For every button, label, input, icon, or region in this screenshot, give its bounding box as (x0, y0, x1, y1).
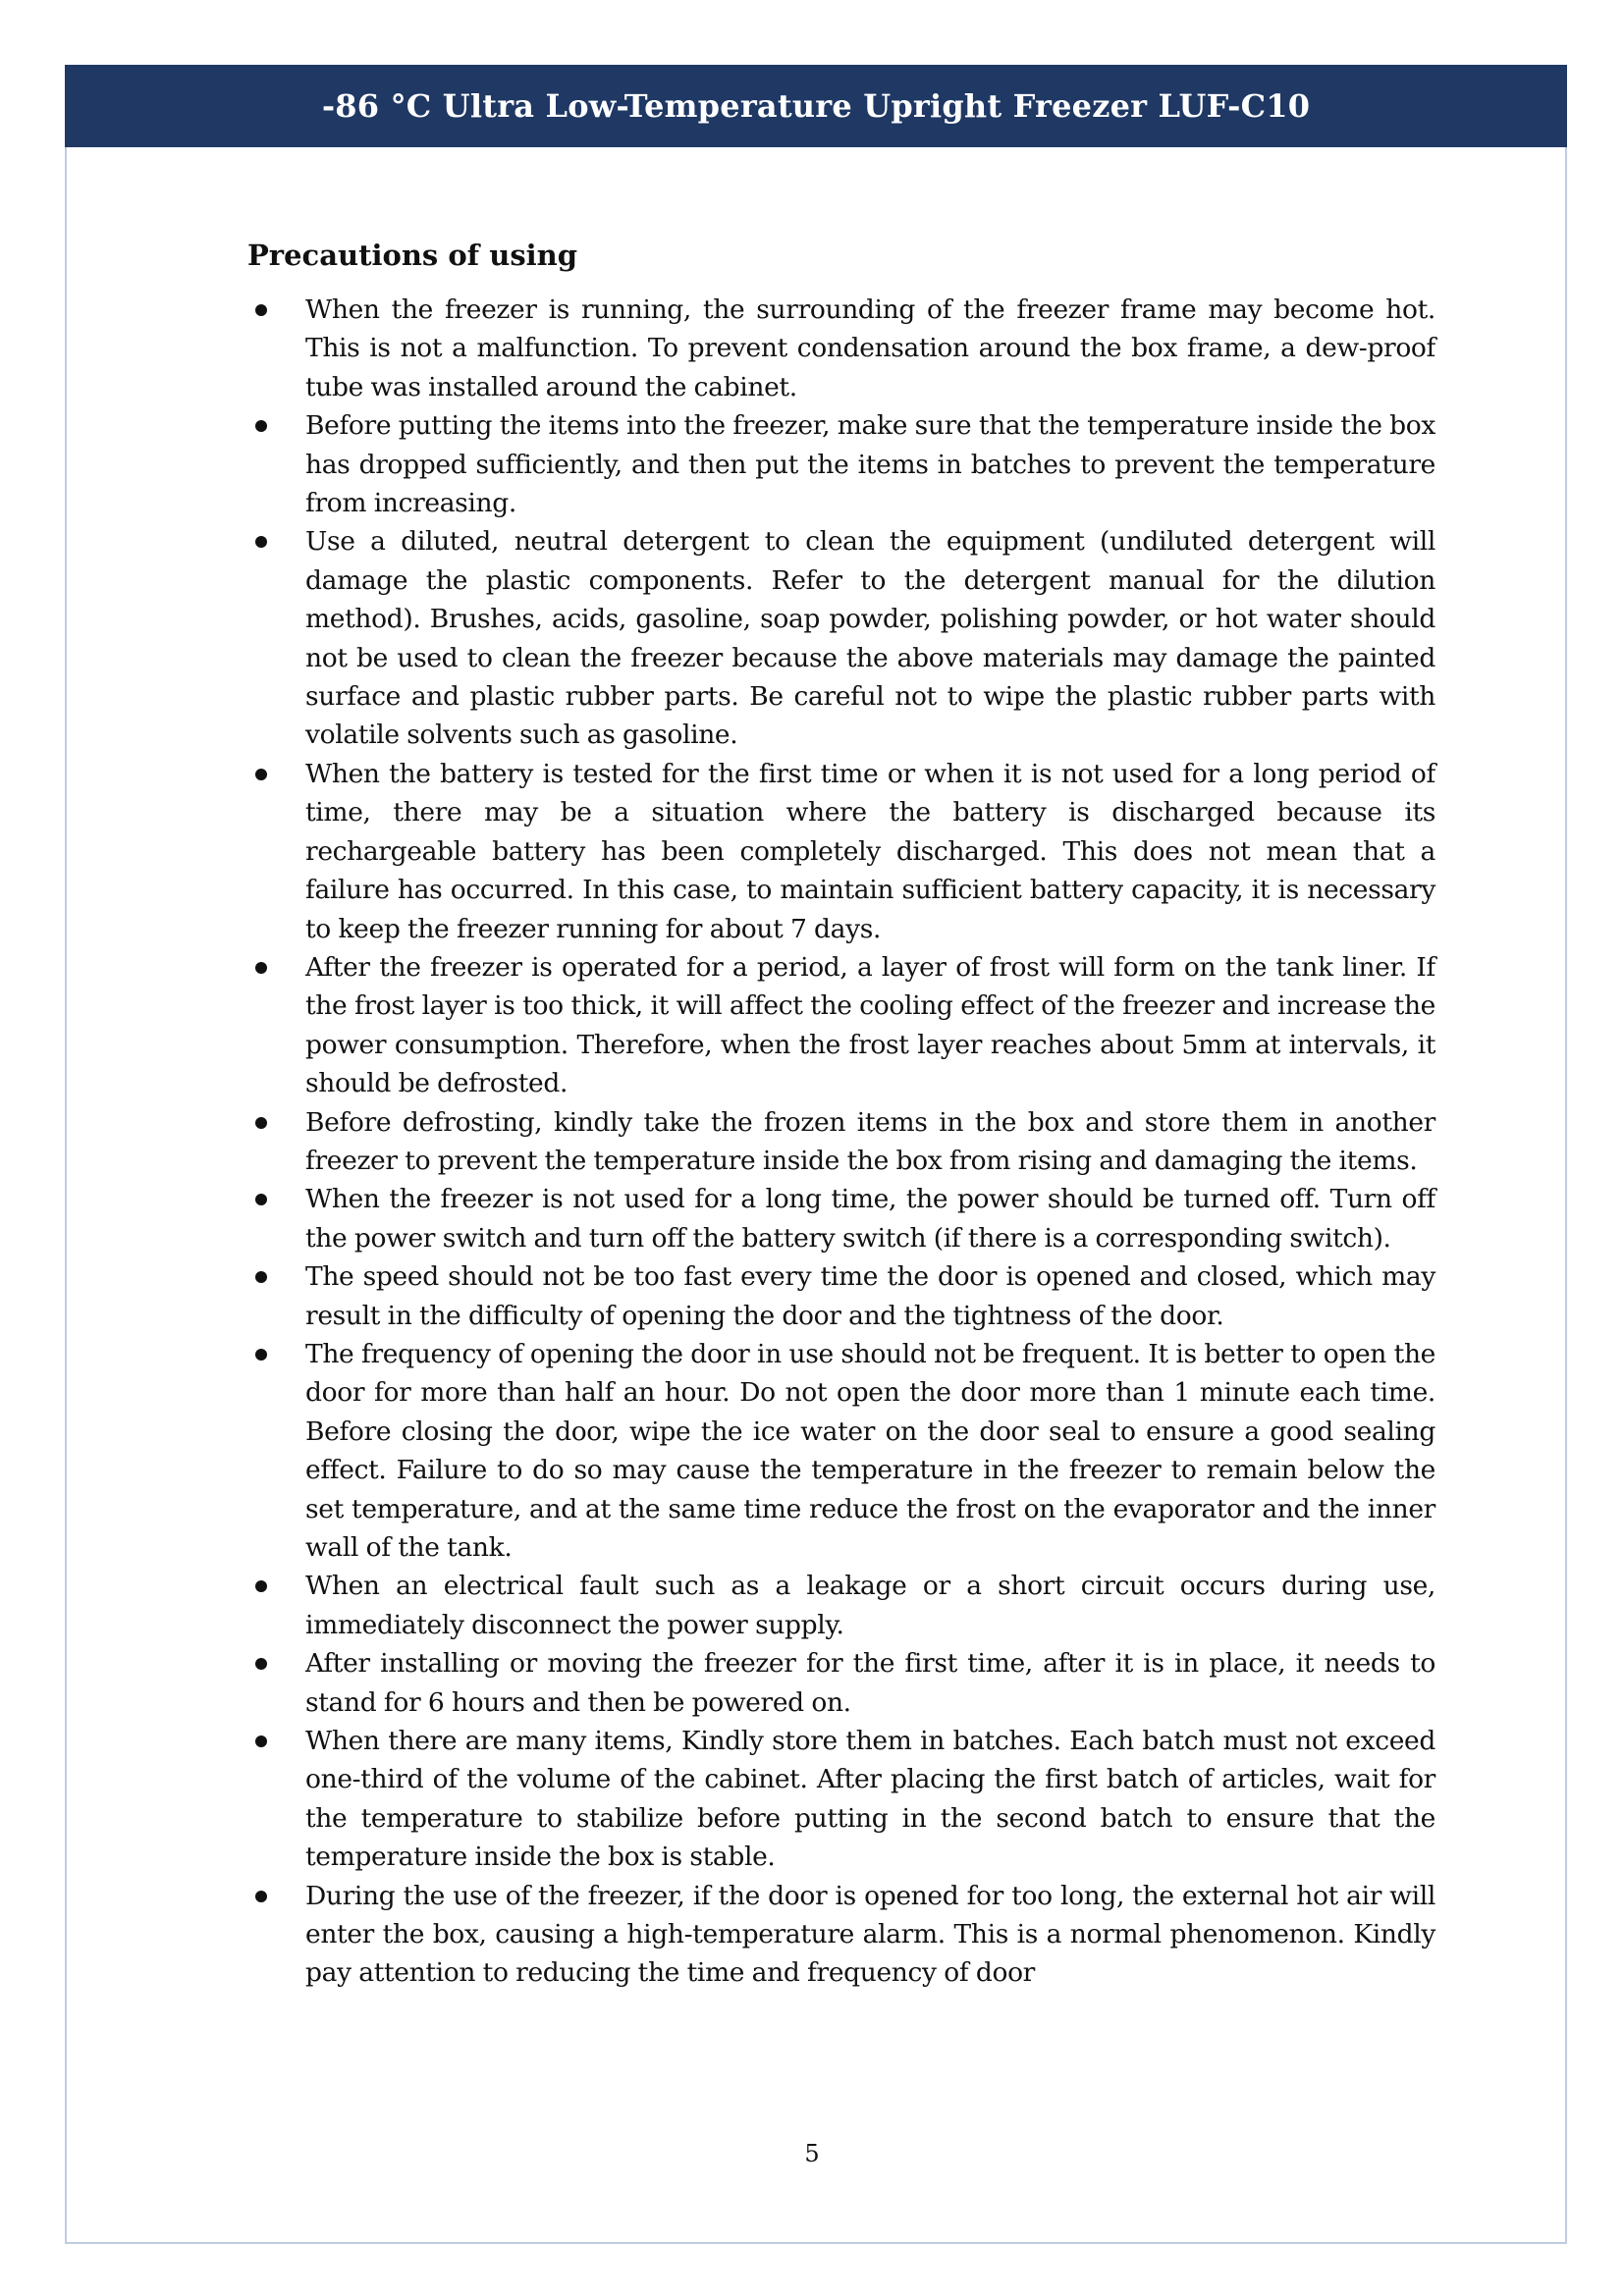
precautions-list (247, 291, 1435, 1993)
bullet-icon (255, 420, 267, 432)
list-item-text: After installing or moving the freezer for the first time, after it is in place, it needs to stand for 6 hours and then be powered on. (305, 1648, 1435, 1718)
list-item-text: When the freezer is running, the surrounding of the freezer frame may become hot. This is not a malfunction. To prevent condensation around the box frame, a dew-proof tube was installed around the cabinet. (305, 294, 1435, 402)
list-item-text: When an electrical fault such as a leakage or a short circuit occurs during use, immediately disconnect the power supply. (305, 1571, 1435, 1640)
bullet-icon (255, 1194, 267, 1205)
list-item (247, 522, 1435, 754)
list-item (247, 948, 1435, 1103)
bullet-icon (255, 1271, 267, 1283)
list-item (247, 1722, 1435, 1877)
list-item (247, 1567, 1435, 1644)
list-item (247, 406, 1435, 522)
main-content (247, 236, 1435, 1993)
list-item-text: Use a diluted, neutral detergent to clean the equipment (undiluted detergent will damage the plastic components. Refer to the detergent manual for the dilution method). Brushes, acids, gasoline, soap powder, polishing powder, or hot water should not be used to clean the freezer because the above materials may damage the painted surface and plastic rubber parts. Be careful not to wipe the plastic rubber parts with volatile solvents such as gasoline. (305, 526, 1435, 751)
document-title: -86 °C Ultra Low-Temperature Upright Freezer LUF-C10 (321, 87, 1311, 125)
list-item-text: After the freezer is operated for a period, a layer of frost will form on the tank liner. If the frost layer is too thick, it will affect the cooling effect of the freezer and increase the power consumption. Therefore, when the frost layer reaches about 5mm at intervals, it should be defrosted. (305, 951, 1435, 1099)
list-item-text: Before putting the items into the freezer, make sure that the temperature inside the box has dropped sufficiently, and then put the items in batches to prevent the temperature from increasing. (305, 410, 1435, 519)
document-header (65, 65, 1567, 147)
list-item (247, 755, 1435, 948)
bullet-icon (255, 1349, 267, 1361)
bullet-icon (255, 304, 267, 316)
bullet-icon (255, 1117, 267, 1129)
list-item-text: The frequency of opening the door in use should not be frequent. It is better to open the door for more than half an hour. Do not open the door more than 1 minute each time. Before closing the door, wipe the ice water on the door seal to ensure a good sealing effect. Failure to do so may cause the temperature in the freezer to remain below the set temperature, and at the same time reduce the frost on the evaporator and the inner wall of the tank. (305, 1338, 1435, 1563)
list-item (247, 1180, 1435, 1257)
list-item (247, 1335, 1435, 1567)
bullet-icon (255, 1580, 267, 1592)
list-item-text: During the use of the freezer, if the door is opened for too long, the external hot air will enter the box, causing a high-temperature alarm. This is a normal phenomenon. Kindly pay attention to reducing the time and frequency of door (305, 1880, 1435, 1989)
bullet-icon (255, 962, 267, 974)
page-number: 5 (804, 2140, 820, 2167)
section-heading: Precautions of using (247, 239, 578, 272)
list-item-text: Before defrosting, kindly take the frozen items in the box and store them in another freezer to prevent the temperature inside the box from rising and damaging the items. (305, 1106, 1435, 1176)
bullet-icon (255, 1891, 267, 1902)
bullet-icon (255, 769, 267, 780)
list-item (247, 1644, 1435, 1722)
list-item (247, 1257, 1435, 1335)
list-item-text: When the battery is tested for the first time or when it is not used for a long period of time, there may be a situation where the battery is discharged because its rechargeable battery has been completely discharged. This does not mean that a failure has occurred. In this case, to maintain sufficient battery capacity, it is necessary to keep the freezer running for about 7 days. (305, 758, 1435, 944)
list-item-text: The speed should not be too fast every time the door is opened and closed, which may result in the difficulty of opening the door and the tightness of the door. (305, 1261, 1435, 1331)
bullet-icon (255, 1735, 267, 1747)
list-item (247, 1877, 1435, 1993)
list-item-text: When there are many items, Kindly store them in batches. Each batch must not exceed one-third of the volume of the cabinet. After placing the first batch of articles, wait for the temperature to stabilize before putting in the second batch to ensure that the temperature inside the box is stable. (305, 1726, 1435, 1873)
list-item-text: When the freezer is not used for a long time, the power should be turned off. Turn off the power switch and turn off the battery switch (if there is a corresponding switch). (305, 1184, 1435, 1254)
list-item (247, 291, 1435, 406)
bullet-icon (255, 1658, 267, 1670)
list-item (247, 1103, 1435, 1181)
bullet-icon (255, 536, 267, 548)
